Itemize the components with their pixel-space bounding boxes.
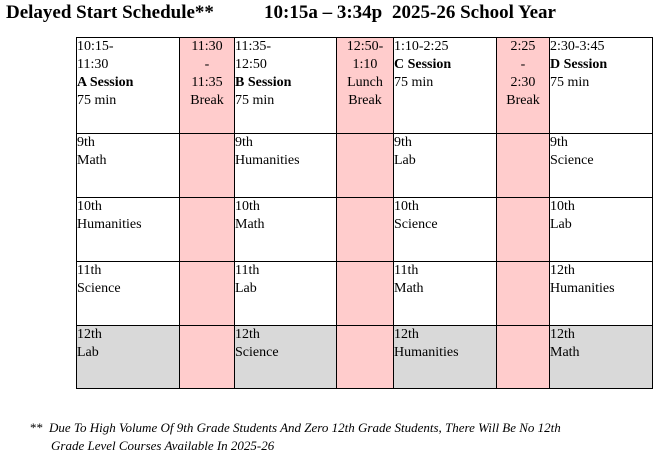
break-cell [497, 134, 550, 198]
class-cell: 11th Science [77, 262, 180, 326]
grade-9-row [77, 134, 653, 198]
session-b-header: 11:35- 12:50 B Session 75 min [235, 38, 337, 134]
break-cell [497, 262, 550, 326]
break-cell [337, 326, 394, 389]
class-cell: 9th Math [77, 134, 180, 198]
header-row [77, 38, 653, 134]
session-label: C Session [394, 57, 452, 72]
footnote [30, 419, 650, 455]
class-cell: 12th Math [550, 326, 653, 389]
break-cell [337, 134, 394, 198]
class-cell: 9th Humanities [235, 134, 337, 198]
grade-11-row [77, 262, 653, 326]
class-cell: 9th Lab [394, 134, 497, 198]
footnote-line-2: Grade Level Courses Available In 2025-26 [51, 438, 275, 453]
break-3-header: 2:25 - 2:30 Break [497, 38, 550, 134]
class-cell: 10th Science [394, 198, 497, 262]
footnote-line-1: Due To High Volume Of 9th Grade Students And Zero 12th Grade Students, There Will Be No 12th [49, 420, 561, 435]
session-a-header: 10:15- 11:30 A Session 75 min [77, 38, 180, 134]
class-cell: 11th Math [394, 262, 497, 326]
schedule-table [76, 37, 653, 389]
class-cell: 12th Science [235, 326, 337, 389]
school-year: 2025-26 School Year [392, 2, 556, 23]
class-cell: 10th Lab [550, 198, 653, 262]
break-cell [497, 198, 550, 262]
session-label: A Session [77, 75, 134, 90]
schedule-time-range: 10:15a – 3:34p [264, 2, 383, 23]
grade-10-row [77, 198, 653, 262]
break-cell [180, 198, 235, 262]
footnote-mark: ** [30, 420, 43, 435]
break-cell [180, 134, 235, 198]
break-cell [337, 262, 394, 326]
lunch-break-header: 12:50- 1:10 Lunch Break [337, 38, 394, 134]
class-cell: 10th Humanities [77, 198, 180, 262]
class-cell: 12th Humanities [550, 262, 653, 326]
break-1-header: 11:30 - 11:35 Break [180, 38, 235, 134]
break-cell [180, 326, 235, 389]
class-cell: 10th Math [235, 198, 337, 262]
break-cell [337, 198, 394, 262]
grade-12-row [77, 326, 653, 389]
break-cell [497, 326, 550, 389]
session-label: B Session [235, 75, 292, 90]
break-cell [180, 262, 235, 326]
class-cell: 12th Humanities [394, 326, 497, 389]
session-label: D Session [550, 57, 608, 72]
session-c-header: 1:10-2:25 C Session 75 min [394, 38, 497, 134]
class-cell: 12th Lab [77, 326, 180, 389]
class-cell: 11th Lab [235, 262, 337, 326]
session-d-header: 2:30-3:45 D Session 75 min [550, 38, 653, 134]
class-cell: 9th Science [550, 134, 653, 198]
schedule-name: Delayed Start Schedule** [6, 2, 214, 23]
